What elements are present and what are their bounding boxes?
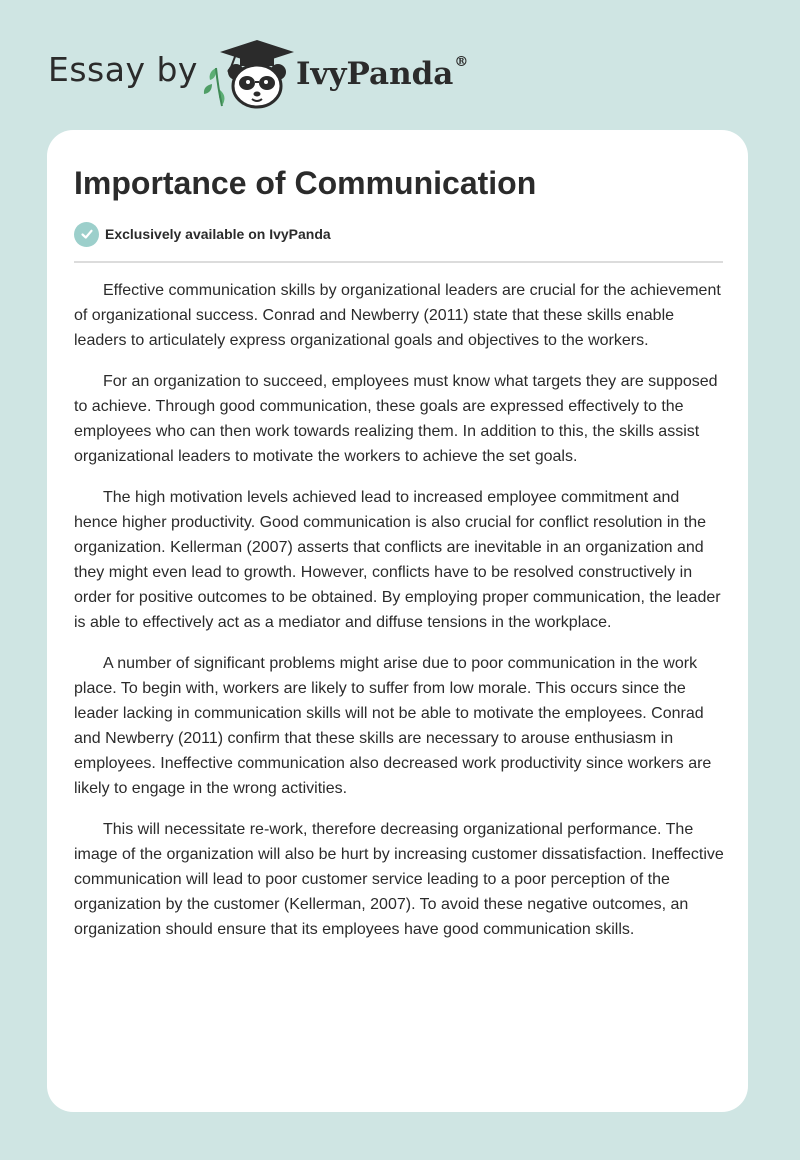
brand-logo-text[interactable]: [296, 56, 468, 92]
checkmark-icon: [74, 222, 99, 247]
badge-label: Exclusively available on IvyPanda: [105, 226, 331, 242]
essay-card: [47, 130, 748, 1112]
paragraph: For an organization to succeed, employees must know what targets they are supposed to achieve. Through good communication, these goals are expressed effectively to the employees who can then work towards realizing them. In addition to this, the skills assist organizational leaders to motivate the workers to achieve the set goals.: [74, 373, 718, 465]
divider: [74, 261, 723, 263]
registered-mark: ®: [454, 54, 469, 70]
essay-body: [74, 278, 726, 958]
ivy-leaf-icon: [204, 68, 225, 106]
paragraph: Effective communication skills by organizational leaders are crucial for the achievement of organizational success. Conrad and Newberry (2011) state that these skills enable leaders to articulately express organizational goals and objectives to the workers.: [74, 282, 721, 349]
essay-by-label: Essay by: [48, 50, 198, 89]
brand-name: IvyPanda: [296, 56, 454, 92]
paragraph: A number of significant problems might arise due to poor communication in the work place. To begin with, workers are likely to suffer from low morale. This occurs since the leader lacking in communication skills will not be able to motivate the employees. Conrad and Newberry (2011) confirm that these skills are necessary to arouse enthusiasm in employees. Ineffective communication also decreased work productivity since workers are likely to engage in the wrong activities.: [74, 655, 712, 797]
paragraph: The high motivation levels achieved lead to increased employee commitment and hence higher productivity. Good communication is also crucial for conflict resolution in the organization. Kellerman (2007) asserts that conflicts are inevitable in an organization and they might even lead to growth. However, conflicts have to be resolved constructively in order for positive outcomes to be obtained. By employing proper communication, the leader is able to effectively act as a mediator and diffuse tensions in the workplace.: [74, 489, 721, 631]
panda-graduate-icon[interactable]: [202, 38, 302, 110]
site-header: [48, 38, 548, 110]
page-title: Importance of Communication: [74, 165, 537, 201]
exclusive-badge: [74, 221, 331, 247]
paragraph: This will necessitate re-work, therefore decreasing organizational performance. The image of the organization will also be hurt by increasing customer dissatisfaction. Ineffective communication will lead to poor customer service leading to a poor perception of the organization by the customer (Kellerman, 2007). To avoid these negative outcomes, an organization should ensure that its employees have good communication skills.: [74, 821, 724, 938]
